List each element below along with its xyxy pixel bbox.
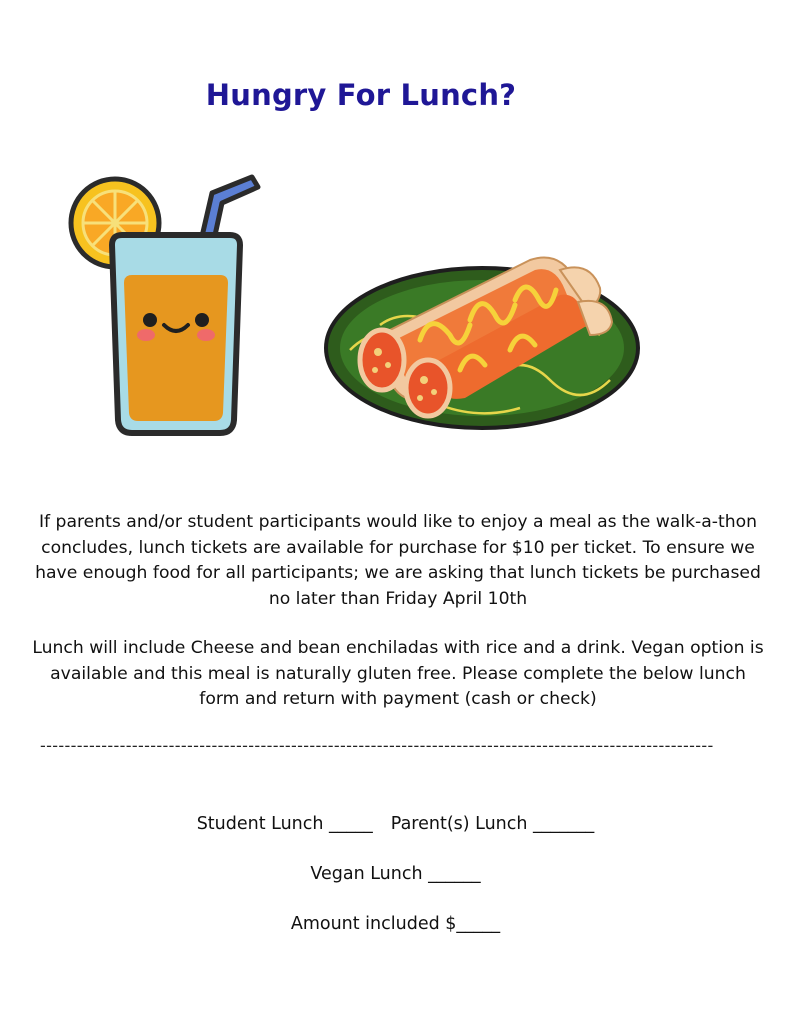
ticket-info-paragraph: If parents and/or student participants would like to enjoy a meal as the walk-a-thon concludes, lunch tickets are available for purchase for $10 per ticket. To ensure we have enough food for all participants; we are asking that lunch tickets be purchased no later than Friday April 10th [35, 512, 761, 609]
vegan-lunch-field[interactable]: Vegan Lunch ______ [310, 864, 481, 884]
amount-included-field[interactable]: Amount included $_____ [290, 914, 501, 934]
parent-lunch-field[interactable]: Parent(s) Lunch _______ [390, 814, 595, 834]
juice-glass-illustration [60, 165, 270, 440]
cut-line-divider: -------------------------------------------------------------------------------------------------------------- [40, 736, 714, 755]
page-title: Hungry For Lunch? [205, 78, 517, 112]
enchiladas-plate-illustration [320, 240, 645, 440]
menu-info-paragraph: Lunch will include Cheese and bean enchiladas with rice and a drink. Vegan option is available and this meal is naturally gluten free. Please complete the below lunch form and return with payment (cash or check) [32, 638, 764, 709]
glass [112, 235, 240, 433]
student-lunch-field[interactable]: Student Lunch _____ [196, 814, 373, 834]
lunch-count-line [0, 814, 791, 834]
